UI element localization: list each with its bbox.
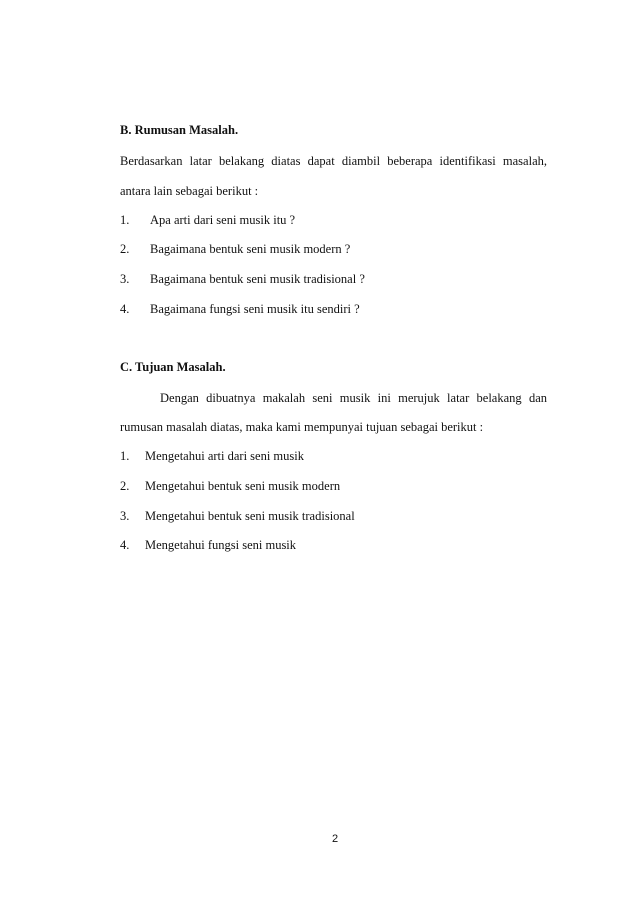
list-item-number: 3. xyxy=(120,272,130,286)
list-item xyxy=(120,301,360,317)
list-item xyxy=(120,241,350,257)
page-number: 2 xyxy=(331,833,339,845)
list-item-text: Mengetahui bentuk seni musik modern xyxy=(145,479,341,493)
section-b-heading: B. Rumusan Masalah. xyxy=(120,123,239,137)
list-item-number: 3. xyxy=(120,509,130,523)
list-item-text: Apa arti dari seni musik itu ? xyxy=(150,213,296,227)
list-item-text: Bagaimana bentuk seni musik tradisional ? xyxy=(150,272,365,286)
list-item xyxy=(120,212,295,228)
list-item xyxy=(120,478,340,494)
section-b-intro-line-1: Berdasarkan latar belakang diatas dapat diambil beberapa identifikasi masalah, xyxy=(120,154,547,168)
section-c-intro-line-1: Dengan dibuatnya makalah seni musik ini merujuk latar belakang dan xyxy=(160,391,547,405)
list-item xyxy=(120,448,304,464)
list-item-number: 4. xyxy=(120,538,130,552)
list-item-number: 2. xyxy=(120,242,130,256)
list-item-number: 1. xyxy=(120,449,130,463)
section-c-intro-line-2: rumusan masalah diatas, maka kami mempunyai tujuan sebagai berikut : xyxy=(120,420,484,434)
list-item-number: 1. xyxy=(120,213,130,227)
list-item-text: Mengetahui fungsi seni musik xyxy=(145,538,297,552)
list-item-text: Bagaimana fungsi seni musik itu sendiri ? xyxy=(150,302,360,316)
list-item xyxy=(120,271,365,287)
section-c-heading: C. Tujuan Masalah. xyxy=(120,360,226,374)
list-item-number: 2. xyxy=(120,479,130,493)
section-b-intro-line-2: antara lain sebagai berikut : xyxy=(120,184,259,198)
list-item-text: Mengetahui arti dari seni musik xyxy=(145,449,304,463)
list-item-text: Bagaimana bentuk seni musik modern ? xyxy=(150,242,351,256)
list-item-text: Mengetahui bentuk seni musik tradisional xyxy=(145,509,355,523)
list-item xyxy=(120,537,296,553)
list-item xyxy=(120,508,355,524)
list-item-number: 4. xyxy=(120,302,130,316)
